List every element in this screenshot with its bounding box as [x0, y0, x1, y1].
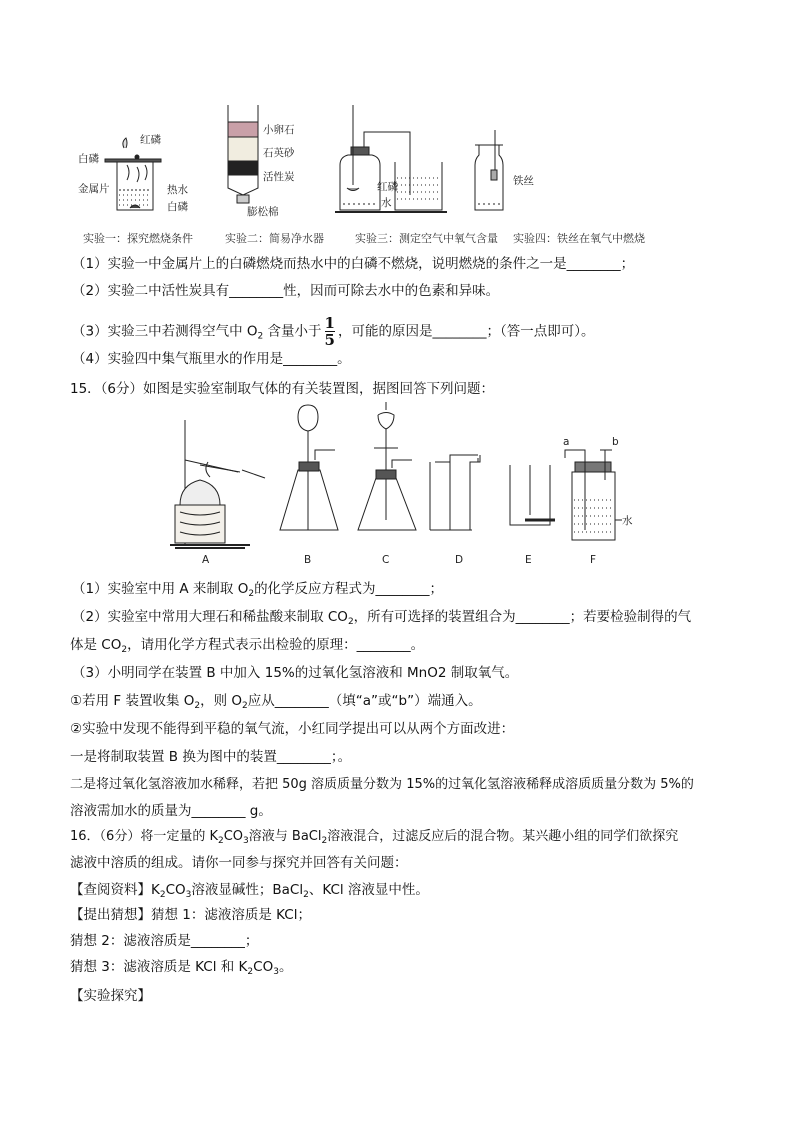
q14-part1: （1）实验一中金属片上的白磷燃烧而热水中的白磷不燃烧，说明燃烧的条件之一是________；	[72, 256, 635, 272]
q15-part2-cont: 体是 $CO_2$，请用化学方程式表示出检验的原理：________。	[70, 637, 425, 655]
fraction-one-fifth: $\frac{1}{5}$	[324, 314, 335, 349]
label-b: B	[304, 554, 312, 566]
caption-exp1: 实验一：探究燃烧条件	[83, 232, 193, 245]
q16-hypothesis-2: 猜想 2：滤液溶质是________；	[70, 933, 259, 949]
label-f-a: a	[563, 436, 570, 448]
label-f-b: b	[612, 436, 619, 448]
q15-part2: （2）实验室中常用大理石和稀盐酸来制取 $CO_2$，所有可选择的装置组合为________；若要检验制得的气	[72, 609, 692, 627]
apparatus-e	[510, 465, 555, 525]
q16-experiment-heading: 【实验探究】	[70, 988, 151, 1004]
q15-improve-2-cont: 溶液需加水的质量为________ g。	[70, 803, 272, 819]
q15-part3-2: ②实验中发现不能得到平稳的氧气流，小红同学提出可以从两个方面改进：	[70, 721, 515, 737]
apparatus-d	[430, 455, 480, 530]
label-red-phosphorus: 红磷	[140, 134, 161, 146]
apparatus-figure	[160, 400, 633, 570]
q16-hypothesis-1: 【提出猜想】猜想 1：滤液溶质是 KCl；	[70, 907, 311, 923]
label-pebbles: 小卵石	[263, 124, 295, 136]
exp2-water-filter	[228, 105, 258, 203]
q15-improve-2: 二是将过氧化氢溶液加水稀释，若把 50g 溶质质量分数为 15%的过氧化氢溶液稀释成溶质质量分数为 5%的	[70, 777, 694, 792]
apparatus-f	[565, 450, 622, 540]
label-a: A	[202, 554, 210, 566]
q14-part4: （4）实验四中集气瓶里水的作用是________。	[72, 351, 351, 367]
label-red-phosphorus-exp3: 红磷	[377, 181, 398, 193]
label-d: D	[455, 554, 464, 566]
exp4-iron-wire-combustion	[475, 130, 503, 210]
q14-part3: （3）实验三中若测得空气中 $O_2$ 含量小于 $\frac{1}{5}$ ，可能的原因是________；（答一点即可）。	[72, 314, 595, 349]
label-iron-wire: 铁丝	[513, 175, 534, 187]
q14-part2: （2）实验二中活性炭具有________性，因而可除去水中的色素和异味。	[72, 283, 500, 299]
q16-stem: 16．（6分）将一定量的 $K_2CO_3$溶液与 BaCl$_2$溶液混合，过滤反应后的混合物。某兴趣小组的同学们欲探究	[70, 829, 679, 846]
q15-part3: （3）小明同学在装置 B 中加入 15%的过氧化氢溶液和 MnO2 制取氧气。	[72, 665, 519, 681]
experiments-figure	[75, 100, 675, 250]
caption-exp4: 实验四：铁丝在氧气中燃烧	[513, 232, 645, 245]
q16-stem-cont: 滤液中溶质的组成。请你一同参与探究并回答有关问题：	[70, 855, 408, 871]
label-quartz-sand: 石英砂	[263, 147, 295, 159]
label-f: F	[590, 554, 597, 566]
label-water-exp3: 水	[381, 197, 392, 209]
exp1-combustion-apparatus	[105, 138, 161, 210]
q15-part1: （1）实验室中用 A 来制取 $O_2$的化学反应方程式为________；	[72, 581, 444, 599]
q16-references: 【查阅资料】$K_2CO_3$溶液显碱性；BaCl$_2$、KCl 溶液显中性。	[70, 882, 429, 900]
apparatus-c	[358, 402, 416, 530]
label-c: C	[382, 554, 390, 566]
exp3-oxygen-measurement	[335, 105, 447, 212]
q15-improve-1: 一是将制取装置 B 换为图中的装置________；。	[70, 749, 352, 765]
apparatus-a	[170, 420, 265, 548]
q15-part3-1: ①若用 F 装置收集 $O_2$，则 $O_2$应从________（填“a”或“b”）端通入。	[70, 693, 482, 711]
label-hot-water: 热水	[167, 184, 188, 196]
label-f-water: 水	[622, 515, 633, 527]
label-metal-sheet: 金属片	[78, 183, 110, 195]
label-white-phosphorus-water: 白磷	[167, 201, 188, 213]
label-white-phosphorus-top: 白磷	[78, 153, 99, 165]
apparatus-b	[280, 405, 338, 530]
label-e: E	[525, 554, 532, 566]
caption-exp2: 实验二：简易净水器	[225, 232, 324, 245]
label-activated-carbon: 活性炭	[263, 171, 295, 183]
label-cotton: 膨松棉	[247, 206, 279, 218]
q15-stem: 15．（6分）如图是实验室制取气体的有关装置图，据图回答下列问题：	[70, 381, 495, 397]
q16-hypothesis-3: 猜想 3：滤液溶质是 KCl 和 $K_2CO_3$。	[70, 959, 293, 977]
caption-exp3: 实验三：测定空气中氧气含量	[355, 232, 498, 245]
